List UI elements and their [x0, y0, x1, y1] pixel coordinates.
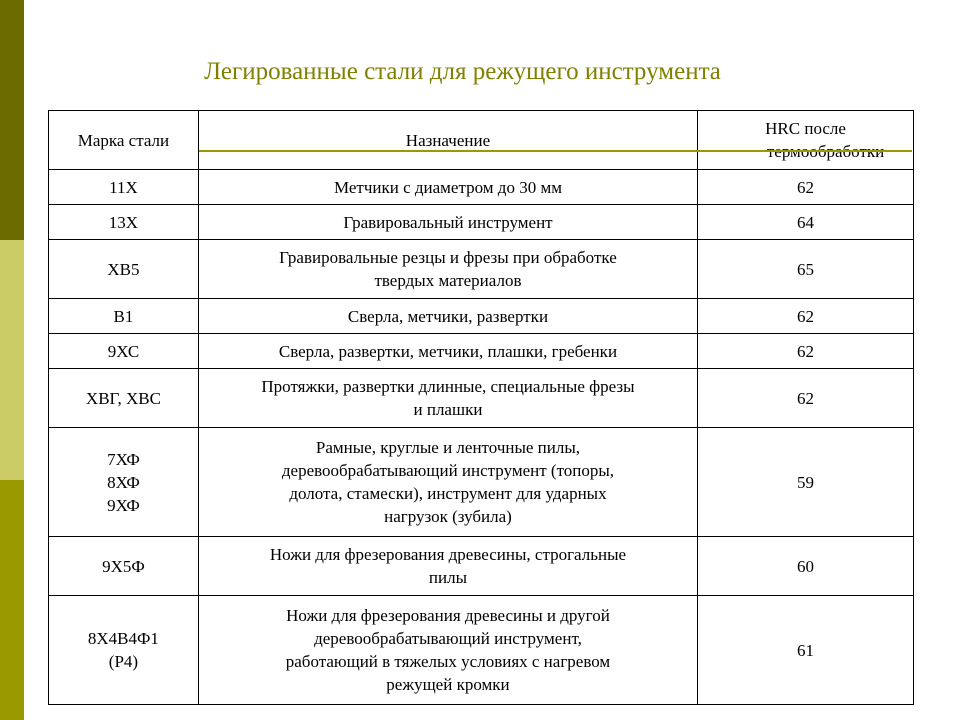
grade-cell — [49, 299, 199, 334]
grade-cell — [49, 537, 199, 596]
purpose-line: Рамные, круглые и ленточные пилы, — [315, 438, 581, 457]
purpose-line: деревообрабатывающий инструмент, — [314, 629, 582, 648]
grade-line: 13Х — [108, 212, 139, 232]
purpose-cell — [198, 170, 697, 205]
header-hrc — [698, 111, 914, 170]
hrc-cell: 60 — [698, 537, 914, 596]
grade-line: 8ХФ — [107, 472, 140, 492]
purpose-line: Гравировальный инструмент — [343, 212, 553, 232]
table-row — [49, 205, 914, 240]
grade-line: 9ХС — [107, 341, 140, 361]
side-bar-bottom — [0, 480, 24, 720]
hrc-cell: 64 — [698, 205, 914, 240]
grade-cell — [49, 240, 199, 299]
table-row — [49, 596, 914, 705]
purpose-cell — [198, 205, 697, 240]
grade-line: 9Х5Ф — [102, 556, 145, 576]
table-row — [49, 537, 914, 596]
hrc-cell: 62 — [698, 170, 914, 205]
hrc-cell: 62 — [698, 369, 914, 428]
grade-line: (Р4) — [108, 652, 139, 671]
hrc-cell: 65 — [698, 240, 914, 299]
purpose-line: пилы — [428, 568, 468, 587]
hrc-cell: 61 — [698, 596, 914, 705]
purpose-line: нагрузок (зубила) — [384, 507, 512, 526]
grade-line: 9ХФ — [107, 495, 140, 515]
purpose-line: твердых материалов — [374, 271, 522, 290]
purpose-line: Гравировальные резцы и фрезы при обработке — [279, 248, 617, 267]
grade-line: В1 — [113, 306, 134, 326]
purpose-cell — [198, 334, 697, 369]
grade-line: 7ХФ — [107, 449, 140, 469]
slide-title: Легированные стали для режущего инструмента — [204, 58, 721, 85]
grade-cell — [49, 428, 199, 537]
purpose-line: Метчики с диаметром до 30 мм — [333, 177, 562, 197]
purpose-line: Сверла, метчики, развертки — [347, 306, 549, 326]
steel-table — [48, 110, 914, 705]
grade-line: ХВ5 — [107, 259, 140, 279]
purpose-line: Сверла, развертки, метчики, плашки, гребенки — [278, 341, 618, 361]
hrc-cell: 62 — [698, 299, 914, 334]
purpose-line: работающий в тяжелых условиях с нагревом — [285, 652, 611, 671]
purpose-line: режущей кромки — [386, 675, 510, 694]
table-row — [49, 334, 914, 369]
grade-line: ХВГ, ХВС — [85, 388, 161, 408]
table-row — [49, 299, 914, 334]
purpose-line: деревообрабатывающий инструмент (топоры, — [281, 461, 615, 480]
side-bar-top — [0, 0, 24, 240]
header-grade: Марка стали — [49, 111, 199, 170]
purpose-line: долота, стамески), инструмент для ударных — [289, 484, 607, 503]
grade-cell — [49, 334, 199, 369]
hrc-cell: 59 — [698, 428, 914, 537]
purpose-line: и плашки — [413, 400, 483, 419]
purpose-cell — [198, 428, 697, 537]
table-row — [49, 428, 914, 537]
purpose-cell — [198, 537, 697, 596]
purpose-line: Протяжки, развертки длинные, специальные фрезы — [261, 377, 635, 396]
purpose-line: Ножи для фрезерования древесины, строгальные — [269, 545, 627, 564]
grade-cell — [49, 596, 199, 705]
grade-cell — [49, 170, 199, 205]
purpose-cell — [198, 596, 697, 705]
table-header-row — [49, 111, 914, 170]
hrc-cell: 62 — [698, 334, 914, 369]
header-purpose: Назначение — [198, 111, 697, 170]
table-row — [49, 170, 914, 205]
title-underline — [199, 150, 912, 152]
grade-cell — [49, 205, 199, 240]
purpose-cell — [198, 299, 697, 334]
purpose-line: Ножи для фрезерования древесины и другой — [286, 606, 610, 625]
header-hrc-line1: HRC после — [765, 119, 846, 138]
table-row — [49, 240, 914, 299]
purpose-cell — [198, 240, 697, 299]
grade-line: 11Х — [109, 177, 138, 197]
grade-cell — [49, 369, 199, 428]
purpose-cell — [198, 369, 697, 428]
grade-line: 8Х4В4Ф1 — [87, 629, 159, 648]
table-row — [49, 369, 914, 428]
side-bar-middle — [0, 240, 24, 480]
